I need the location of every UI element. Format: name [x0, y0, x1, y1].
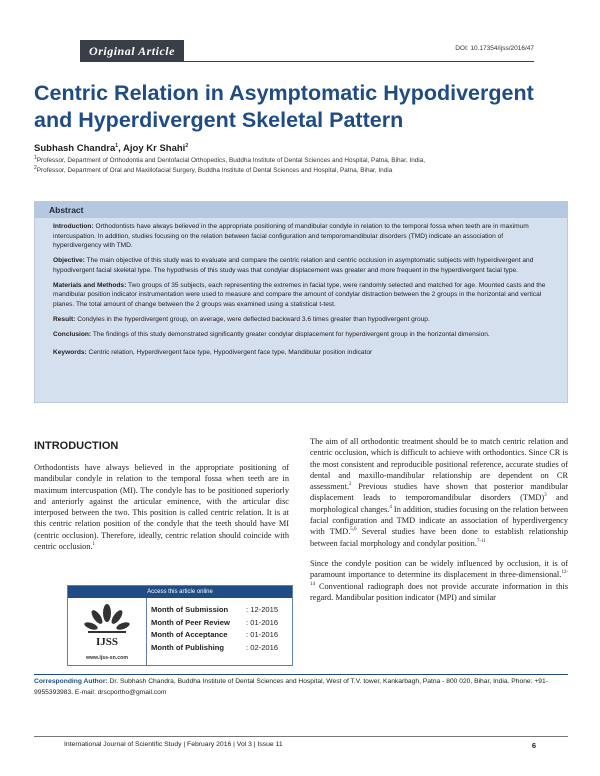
author-name: Ajoy Kr Shahi	[123, 143, 186, 154]
author-separator: ,	[118, 143, 124, 154]
divider	[34, 674, 568, 675]
date-label: Month of Peer Review	[151, 617, 230, 627]
affil-text: Professor, Department of Oral and Maxillofacial Surgery, Buddha Institute of Dental Sciences and Hospital, Patna, Bihar, India	[36, 167, 393, 174]
paragraph-text: The aim of all orthodontic treatment should be to match centric relation and centric occlusion, which is difficult to achieve with orthodontics. Since CR is the most consistent and reproducible positional reference, accurate studies of dental and maxillo-mandibular relationship are dependent on CR assessment.	[310, 437, 568, 492]
date-label: Month of Submission	[151, 605, 229, 614]
date-value: : 01-2016	[246, 617, 279, 627]
article-title: Centric Relation in Asymptomatic Hypodivergent and Hyperdivergent Skeletal Pattern	[34, 81, 534, 132]
access-box-heading: Access this article online	[68, 586, 292, 598]
abstract-text: The main objective of this study was to evaluate and compare the centric relation and centric occlusion in asymptomatic subjects with hyperdivergent and hypodivergent facial skeletal type. The hypothesis of this study was that condylar displacement was greater and more frequent in the hyperdivergent facial type.	[53, 257, 534, 274]
corr-label: Corresponding Author:	[34, 678, 108, 685]
paragraph	[310, 558, 568, 603]
journal-citation: International Journal of Scientific Study | February 2016 | Vol 3 | Issue 11	[64, 741, 283, 748]
author-affil-marker: 1	[115, 142, 119, 149]
journal-logo	[68, 598, 146, 665]
citation-marker: 4	[389, 505, 392, 511]
date-row	[151, 629, 293, 642]
abstract-text: Condyles in the hyperdivergent group, on average, were deflected backward 3.6 times greater than hypodivergent group.	[75, 315, 430, 323]
abstract-section	[53, 222, 553, 251]
abstract-section	[53, 315, 553, 325]
access-article-box	[67, 585, 293, 666]
abstract-body	[35, 218, 567, 358]
paragraph-text: Previous studies have shown that posterior mandibular displacement leads to temporomandibular disorders (TMD)	[310, 482, 568, 503]
doi-label[interactable]: DOI: 10.17354/ijss/2016/47	[455, 45, 534, 52]
abstract-label: Conclusion:	[53, 330, 92, 338]
date-row	[151, 617, 293, 630]
intro-right-column	[310, 436, 568, 612]
affil-text: Professor, Department of Orthodontia and Dentofacial Orthopedics, Buddha Institute of Dental Sciences and Hospital, Patna, Bihar, India,	[36, 157, 426, 164]
footer-rule	[34, 736, 568, 737]
divider	[146, 598, 147, 665]
abstract-label: Objective:	[53, 257, 85, 265]
journal-url[interactable]: www.ijss-sn.com	[86, 655, 128, 661]
keywords-text: Centric relation, Hyperdivergent face type, Hypodivergent face type, Mandibular position indicator	[86, 349, 373, 357]
citation-marker: 7-11	[476, 538, 486, 544]
keywords-label: Keywords:	[53, 349, 87, 357]
date-value: : 12-2015	[246, 605, 279, 614]
affiliation	[34, 166, 392, 176]
publication-dates	[151, 604, 293, 655]
abstract-section	[53, 281, 553, 310]
abstract-label: Materials and Methods:	[53, 281, 127, 289]
paragraph	[34, 462, 289, 552]
abstract-section	[53, 330, 553, 340]
keywords	[53, 348, 553, 358]
date-label: Month of Publishing	[151, 643, 224, 653]
affil-marker: 2	[34, 164, 37, 171]
abstract-box	[34, 201, 568, 403]
paragraph-text: Conventional radiograph does not provide accurate information in this regard. Mandibular position indicator (MPI) and similar	[310, 581, 568, 602]
paragraph-text: Several studies have been done to establish relationship between facial morphology and condylar position.	[310, 527, 568, 548]
abstract-heading: Abstract	[35, 202, 567, 218]
intro-left-column	[34, 462, 289, 552]
citation-marker: 5,6	[350, 527, 357, 533]
paragraph-text: Since the condyle position can be widely influenced by occlusion, it is of paramount importance to determine its displacement in three-dimensional.	[310, 558, 568, 580]
ijss-logo-icon	[82, 601, 132, 653]
abstract-text: The findings of this study demonstrated significantly greater condylar displacement for hyperdivergent group in the horizontal dimension.	[91, 330, 490, 338]
paragraph-text: In addition, studies focusing on the relation between facial configuration and TMD indicate an association of hyperdivergency with TMD.	[310, 504, 568, 537]
citation-marker: 1	[92, 542, 96, 548]
corresponding-author	[34, 677, 568, 698]
affiliation	[34, 156, 425, 166]
paragraph-text: and morphological changes.	[310, 493, 568, 514]
paragraph	[310, 436, 568, 549]
header-rule	[184, 61, 534, 62]
corr-text: Dr. Subhash Chandra, Buddha Institute of Dental Sciences and Hospital, West of T.V. tower, Kankarbagh, Patna - 800 020, Bihar, India. Phone: +91-9955393983. E-mail: drscportho@gmail.com	[34, 678, 548, 696]
affil-marker: 1	[34, 154, 37, 161]
abstract-label: Result:	[53, 315, 76, 323]
article-type-badge: Original Article	[80, 40, 184, 62]
abstract-text: Two groups of 35 subjects, each representing the extremes in facial type, were randomly selected and matched for age. Mounted casts and the mandibular position indicator instrumentation were used to measure and compare the amount of condylar distraction between the 2 groups in the horizontal and vertical planes. The total amount of change between the 2 groups was examined using a statistical t-test.	[53, 281, 546, 308]
citation-marker: 3	[544, 493, 547, 499]
paragraph-text: Orthodontists have always believed in the appropriate positioning of mandibular condyle in relation to the temporal fossa when teeth are in maximum intercuspation (MI). The condyle has to be positioned superiorly and anteriorly against the articular eminence, with the articular disc interposed between the two. This position is called centric relation. It is at this centric relation position of the condyle that the teeth should have MI (centric occlusion). Therefore, ideally, centric relation should coincide with centric occlusion.	[34, 463, 289, 552]
abstract-text: Orthodontists have always believed in the appropriate positioning of mandibular condyle in relation to the temporal fossa when teeth are in maximum intercuspation. In addition, studies focusing on the relation between facial configuration and temporomandibular disorders (TMD) indicate an association of hyperdivergency with TMD.	[53, 223, 529, 250]
date-value: : 01-2016	[246, 630, 279, 640]
abstract-label: Introduction:	[53, 223, 94, 230]
author-list	[34, 143, 188, 154]
page-number: 6	[531, 741, 536, 750]
section-heading: INTRODUCTION	[34, 440, 119, 452]
author-affil-marker: 2	[185, 142, 189, 149]
author-name: Subhash Chandra	[34, 143, 116, 154]
date-value: : 02-2016	[246, 643, 279, 653]
date-row	[151, 604, 293, 617]
date-row	[151, 642, 293, 655]
citation-marker: 2	[348, 482, 352, 488]
citation-marker: 12-14	[310, 570, 568, 587]
logo-text: IJSS	[95, 636, 119, 648]
abstract-section	[53, 256, 553, 275]
date-label: Month of Acceptance	[151, 630, 228, 640]
